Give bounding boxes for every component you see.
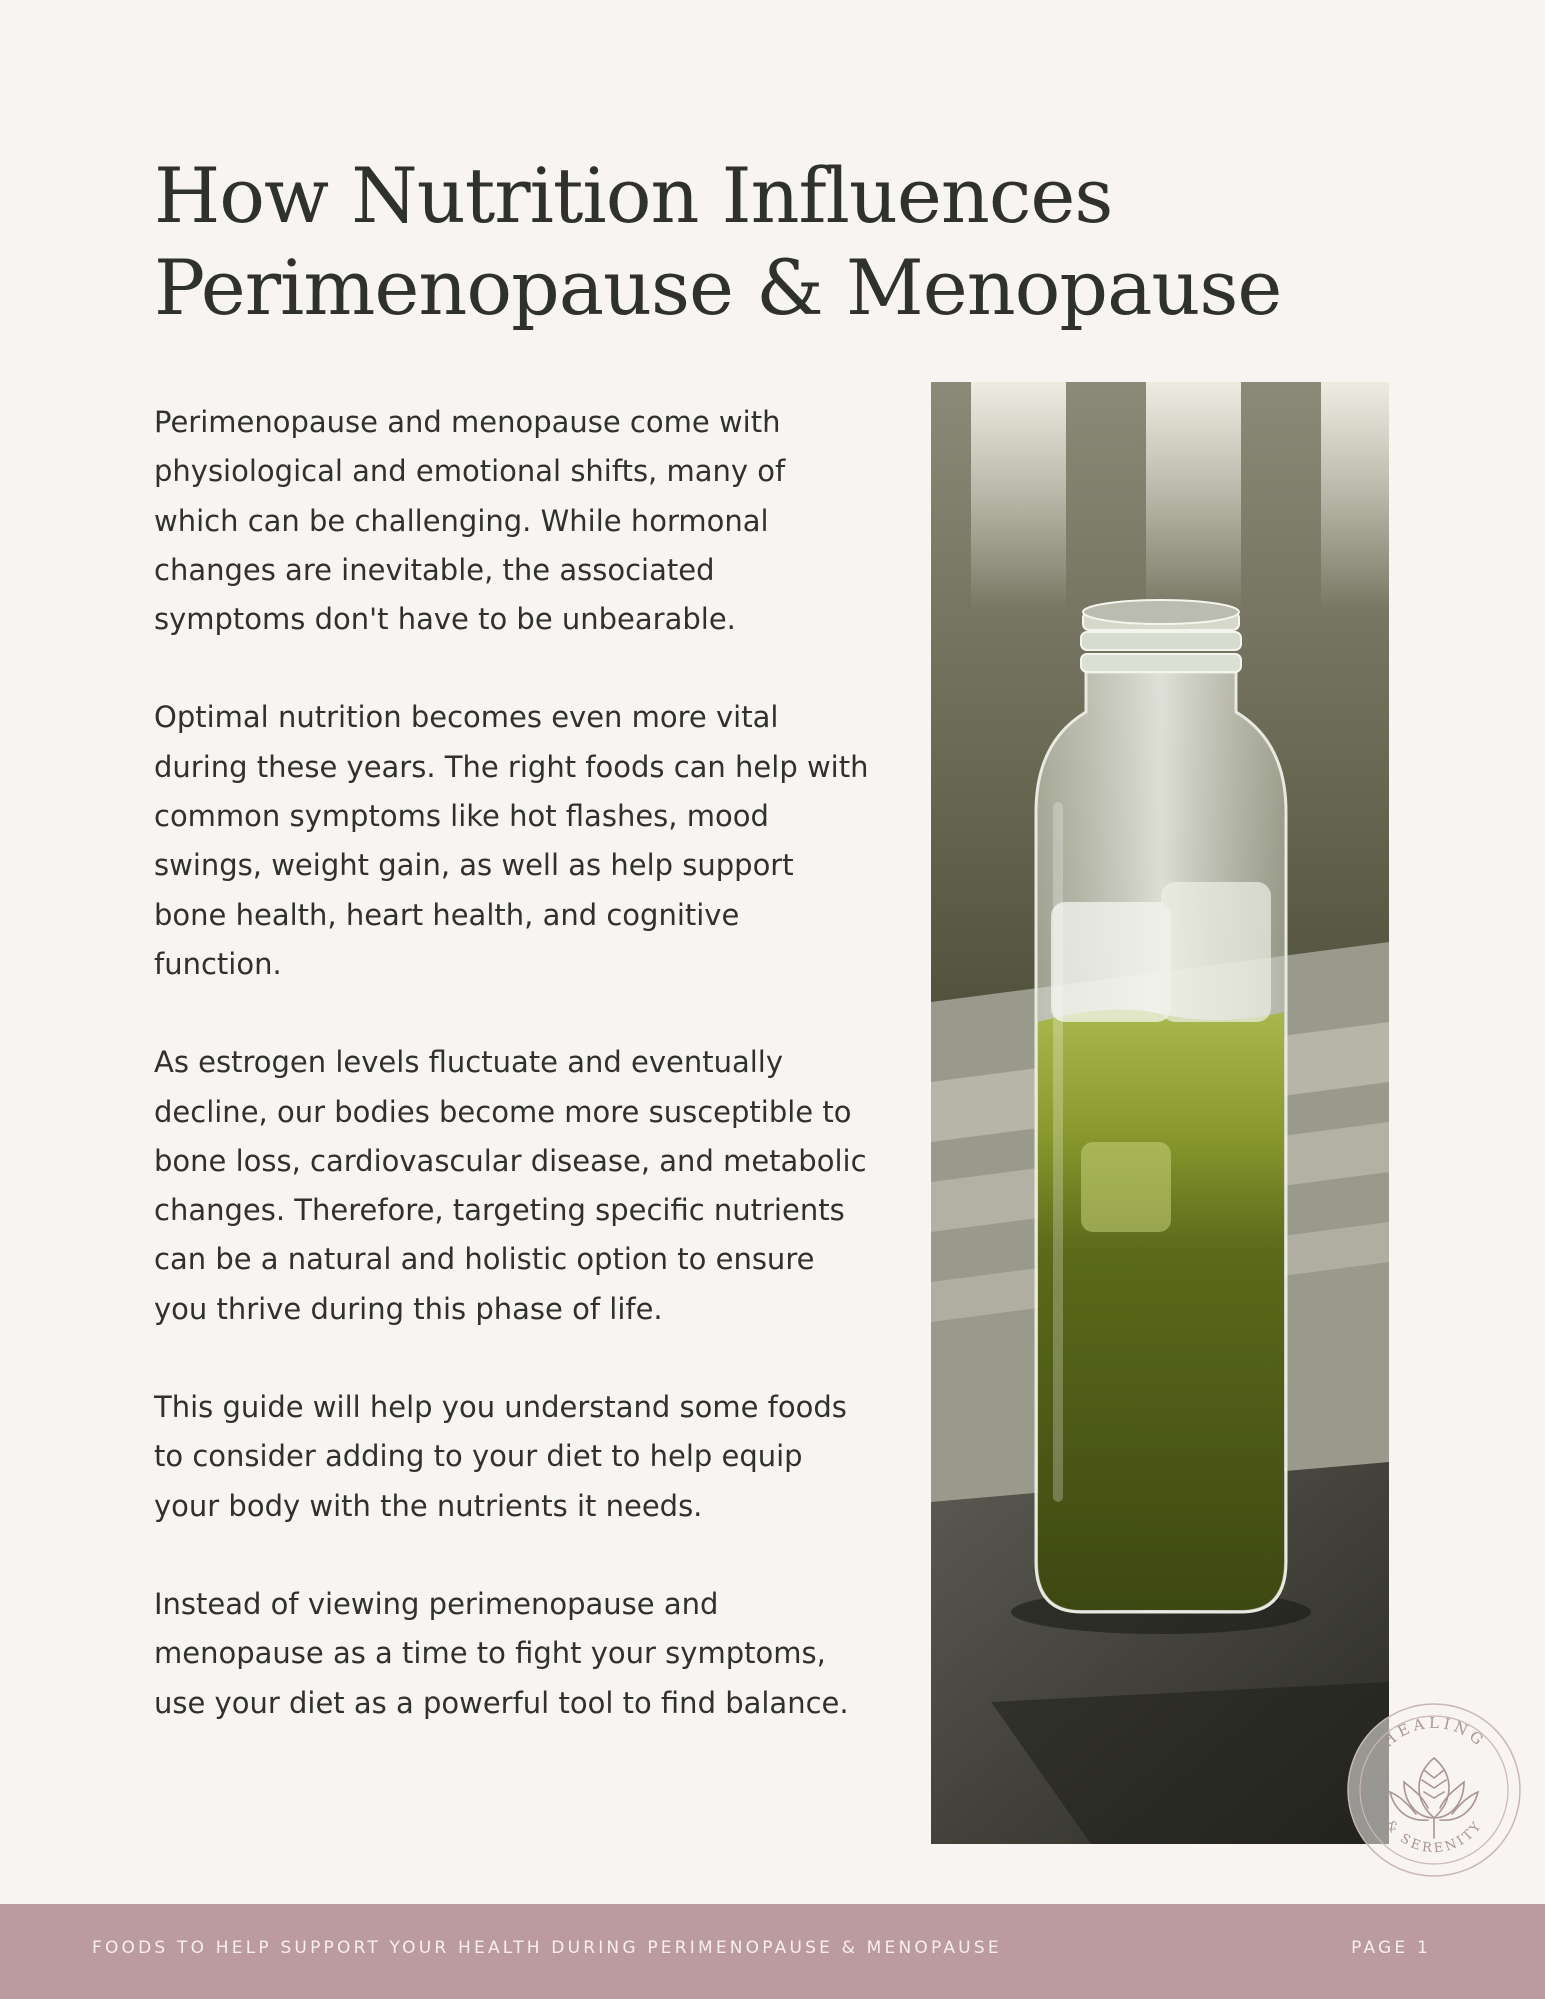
- paragraph-3: As estrogen levels fluctuate and eventually decline, our bodies become more susceptible to bone loss, cardiovascular disease, and metabolic changes. Therefore, targeting specific nutrients can be a natural and holistic option to ensure you thrive during this phase of life.: [154, 1045, 867, 1326]
- green-juice-bottle-photo: [931, 382, 1389, 1844]
- page-title: [154, 150, 1304, 334]
- svg-text:HEALING: HEALING: [1378, 1713, 1490, 1752]
- body-text: [154, 398, 874, 1777]
- page-title-line-1: How Nutrition Influences: [154, 151, 1113, 240]
- svg-text:& SERENITY: & SERENITY: [1381, 1817, 1487, 1857]
- paragraph-5: Instead of viewing perimenopause and menopause as a time to fight your symptoms, use your diet as a powerful tool to find balance.: [154, 1586, 849, 1720]
- footer-title: FOODS TO HELP SUPPORT YOUR HEALTH DURING PERIMENOPAUSE & MENOPAUSE: [92, 1938, 1002, 1958]
- paragraph-1: Perimenopause and menopause come with physiological and emotional shifts, many of which can be challenging. While hormonal changes are inevitable, the associated symptoms don't have to be unbearable.: [154, 405, 786, 637]
- healing-serenity-seal: [1344, 1700, 1524, 1880]
- footer-bar: [0, 1904, 1545, 1999]
- paragraph-4: This guide will help you understand some foods to consider adding to your diet to help equip your body with the nutrients it needs.: [154, 1390, 847, 1523]
- page-number: PAGE 1: [1351, 1938, 1431, 1958]
- page-title-line-2: Perimenopause & Menopause: [154, 243, 1282, 332]
- paragraph-2: Optimal nutrition becomes even more vital during these years. The right foods can help with common symptoms like hot flashes, mood swings, weight gain, as well as help support bone health, heart health, and cognitive function.: [154, 700, 869, 981]
